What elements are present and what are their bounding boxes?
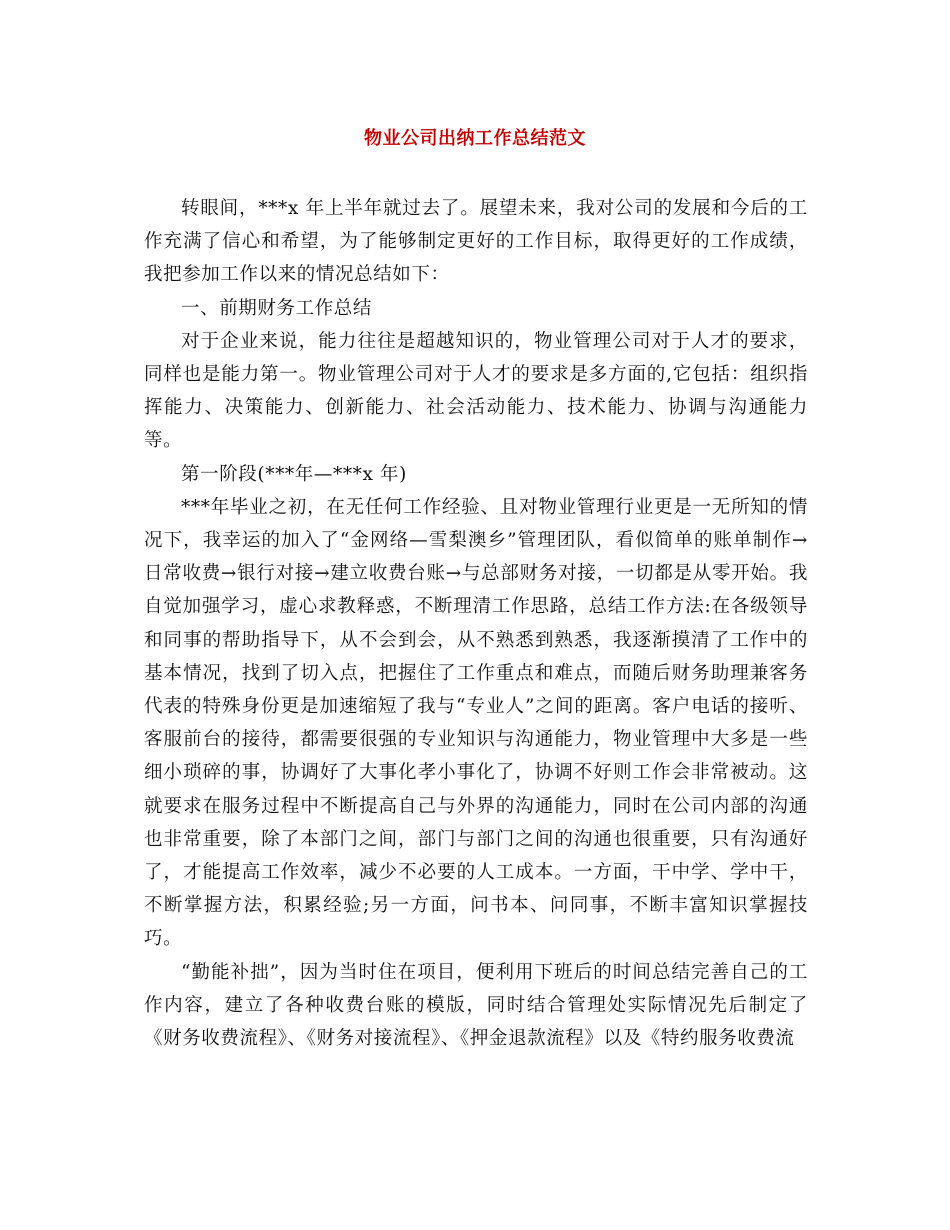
document-body (144, 192, 808, 1055)
diligence-paragraph: “勤能补拙”，因为当时住在项目，便利用下班后的时间总结完善自己的工作内容，建立了各种收费台账的模版，同时结合管理处实际情况先后制定了《财务收费流程》、《财务对接流程》、《押金退款流程》以及《特约服务收费流 (144, 961, 808, 1050)
section-heading-1: 一、前期财务工作总结 (181, 297, 373, 319)
stage-1-paragraph: ***年毕业之初，在无任何工作经验、且对物业管理行业更是一无所知的情况下，我幸运的加入了“金网络—雪梨澳乡”管理团队，看似简单的账单制作→日常收费→银行对接→建立收费台账→与总部财务对接，一切都是从零开始。我自觉加强学习，虚心求教释惑，不断理清工作思路，总结工作方法:在各级领导和同事的帮助指导下，从不会到会，从不熟悉到熟悉，我逐渐摸清了工作中的基本情况，找到了切入点，把握住了工作重点和难点，而随后财务助理兼客务代表的特殊身份更是加速缩短了我与“专业人”之间的距离。客户电话的接听、客服前台的接待，都需要很强的专业知识与沟通能力，物业管理中大多是一些细小琐碎的事，协调好了大事化孝小事化了，协调不好则工作会非常被动。这就要求在服务过程中不断提高自己与外界的沟通能力，同时在公司内部的沟通也非常重要，除了本部门之间，部门与部门之间的沟通也很重要，只有沟通好了，才能提高工作效率，减少不必要的人工成本。一方面，干中学、学中干，不断掌握方法，积累经验;另一方面，问书本、问同事，不断丰富知识掌握技巧。 (144, 496, 808, 950)
document-title: 物业公司出纳工作总结范文 (364, 128, 586, 149)
intro-paragraph: 转眼间，***x 年上半年就过去了。展望未来，我对公司的发展和今后的工作充满了信心和希望，为了能够制定更好的工作目标，取得更好的工作成绩，我把参加工作以来的情况总结如下： (144, 198, 808, 286)
stage-heading-1: 第一阶段(***年—***x 年) (181, 463, 407, 485)
abilities-paragraph: 对于企业来说，能力往往是超越知识的，物业管理公司对于人才的要求，同样也是能力第一。物业管理公司对于人才的要求是多方面的,它包括：组织指挥能力、决策能力、创新能力、社会活动能力、技术能力、协调与沟通能力等。 (144, 330, 808, 452)
